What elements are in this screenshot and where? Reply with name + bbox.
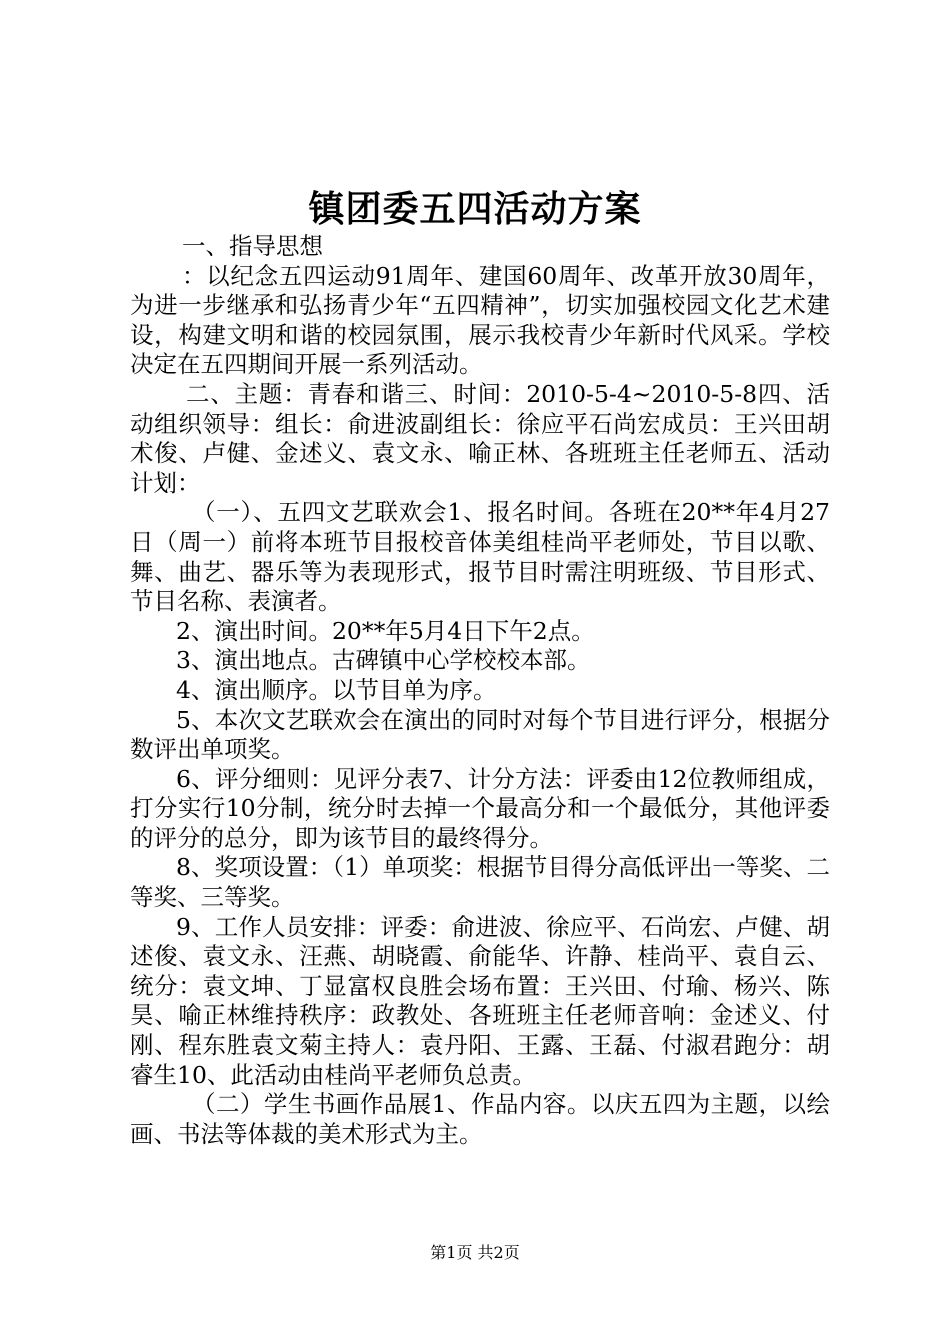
paragraph-award-settings: 8、奖项设置：（1）单项奖：根据节目得分高低评出一等奖、二等奖、三等奖。 [130, 853, 830, 912]
page-number: 第1页 共2页 [430, 1243, 520, 1262]
paragraph-performance-order: 4、演出顺序。以节目单为序。 [176, 675, 497, 704]
paragraph-staff-arrangement: 9、工作人员安排：评委：俞进波、徐应平、石尚宏、卢健、胡述俊、袁文永、汪燕、胡晓霞、俞能华、许静、桂尚平、袁自云、统分：袁文坤、丁显富权良胜会场布置：王兴田、付瑜、杨兴、陈昊、喻正林维持秩序：政教处、各班班主任老师音响：金述义、付刚、程东胜袁文菊主持人：袁丹阳、王露、王磊、付淑君跑分：胡睿生10、此活动由桂尚平老师负总责。 [130, 912, 830, 1089]
paragraph-art-gala-registration: （一）、五四文艺联欢会1、报名时间。各班在20**年4月27日（周一）前将本班节目报校音体美组桂尚平老师处，节目以歌、舞、曲艺、器乐等为表现形式，报节目时需注明班级、节目形式、节目名称、表演者。 [130, 498, 830, 616]
section-heading-guiding-thought: 一、指导思想 [182, 232, 323, 260]
paragraph-guiding-thought: ：以纪念五四运动91周年、建国60周年、改革开放30周年，为进一步继承和弘扬青少年“五四精神”，切实加强校园文化艺术建设，构建文明和谐的校园氛围，展示我校青少年新时代风采。学校决定在五四期间开展一系列活动。 [130, 261, 830, 379]
paragraph-theme-time-organization: 二、主题：青春和谐三、时间：2010-5-4~2010-5-8四、活动组织领导：组长：俞进波副组长：徐应平石尚宏成员：王兴田胡术俊、卢健、金述义、袁文永、喻正林、各班班主任老师五、活动计划： [130, 379, 830, 497]
paragraph-scoring-awards: 5、本次文艺联欢会在演出的同时对每个节目进行评分，根据分数评出单项奖。 [130, 705, 830, 764]
paragraph-calligraphy-exhibition: （二）学生书画作品展1、作品内容。以庆五四为主题，以绘画、书法等体裁的美术形式为主。 [130, 1090, 830, 1148]
document-body [130, 232, 830, 1149]
paragraph-performance-venue: 3、演出地点。古碑镇中心学校校本部。 [176, 646, 591, 675]
document-title: 镇团委五四活动方案 [308, 188, 642, 230]
paragraph-scoring-rules: 6、评分细则：见评分表7、计分方法：评委由12位教师组成，打分实行10分制，统分时去掉一个最高分和一个最低分，其他评委的评分的总分，即为该节目的最终得分。 [130, 764, 830, 852]
paragraph-performance-time: 2、演出时间。20**年5月4日下午2点。 [176, 616, 595, 645]
